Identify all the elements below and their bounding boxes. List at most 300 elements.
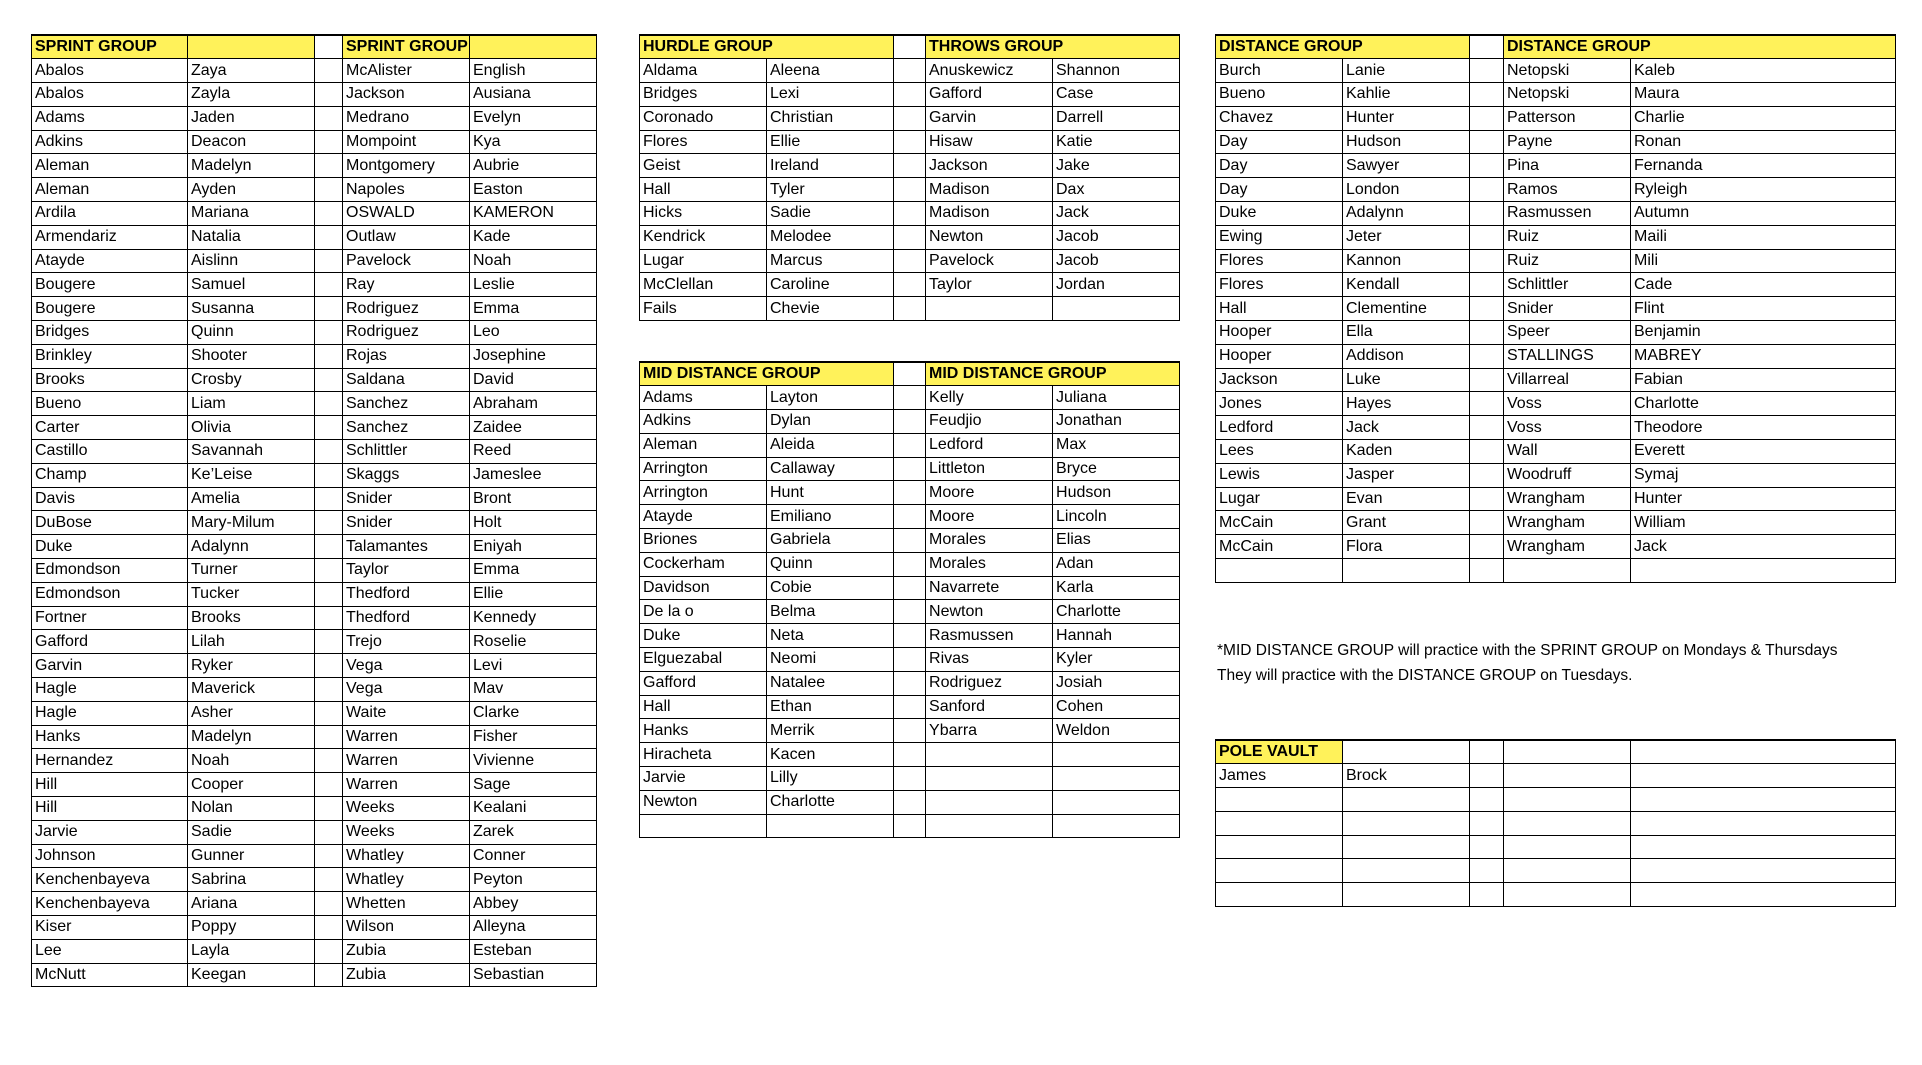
table-row [32,106,597,130]
last-name-cell: Ledford [1216,416,1343,440]
last-name-cell: Taylor [343,559,470,583]
table-row [32,915,597,939]
last-name-cell [926,743,1053,767]
table-row [32,654,597,678]
table-row [1216,273,1896,297]
last-name-cell: Woodruff [1504,463,1631,487]
last-name-cell: Payne [1504,130,1631,154]
first-name-cell: Noah [470,249,597,273]
last-name-cell: Sanchez [343,392,470,416]
last-name-cell: Navarrete [926,576,1053,600]
first-name-cell: Asher [188,701,315,725]
first-name-cell: English [470,59,597,83]
table-row [32,892,597,916]
table-row [640,790,1180,814]
first-name-cell: Lexi [767,83,894,107]
spacer-cell [894,790,926,814]
first-name-cell [1631,811,1896,835]
last-name-cell: Ardila [32,202,188,226]
first-name-cell: Marcus [767,249,894,273]
spacer-cell [315,249,343,273]
spacer-cell [894,410,926,434]
table-row [640,743,1180,767]
table-row [640,481,1180,505]
spacer-cell [894,552,926,576]
last-name-cell: Fails [640,297,767,321]
first-name-cell: Bront [470,487,597,511]
first-name-cell: Mariana [188,202,315,226]
first-name-cell: Sebastian [470,963,597,987]
spacer-cell [1470,416,1504,440]
table-row [32,297,597,321]
table-row [32,225,597,249]
spacer-cell [1470,130,1504,154]
spacer-cell [315,820,343,844]
spacer-cell [315,202,343,226]
spacer-cell [315,178,343,202]
table-row [640,83,1180,107]
note-line: They will practice with the DISTANCE GROUP on Tuesdays. [1217,667,1633,684]
last-name-cell: Feudjio [926,410,1053,434]
last-name-cell: Hanks [640,719,767,743]
first-name-cell: Aislinn [188,249,315,273]
first-name-cell [1053,814,1180,838]
first-name-cell: Kade [470,225,597,249]
last-name-cell: Hagle [32,701,188,725]
table-row [32,797,597,821]
last-name-cell: Anuskewicz [926,59,1053,83]
first-name-cell: Ellie [470,582,597,606]
spacer-cell [315,321,343,345]
first-name-cell: Neta [767,624,894,648]
first-name-cell: Josephine [470,344,597,368]
first-name-cell: Tucker [188,582,315,606]
last-name-cell: Madison [926,202,1053,226]
last-name-cell: Morales [926,552,1053,576]
last-name-cell: Jackson [343,83,470,107]
last-name-cell: Bueno [32,392,188,416]
first-name-cell: Liam [188,392,315,416]
first-name-cell [1343,835,1470,859]
first-name-cell: Grant [1343,511,1470,535]
last-name-cell: Sanchez [343,416,470,440]
first-name-cell: Adalynn [188,535,315,559]
spacer-cell [894,386,926,410]
last-name-cell: Ray [343,273,470,297]
spacer-cell [315,273,343,297]
spacer-cell [315,416,343,440]
first-name-cell: Aleena [767,59,894,83]
first-name-cell: Charlotte [1053,600,1180,624]
last-name-cell: Ybarra [926,719,1053,743]
table-row [640,202,1180,226]
last-name-cell: Kiser [32,915,188,939]
last-name-cell: Fortner [32,606,188,630]
last-name-cell: Weeks [343,820,470,844]
last-name-cell: Vega [343,678,470,702]
first-name-cell: Symaj [1631,463,1896,487]
last-name-cell: Hiracheta [640,743,767,767]
first-name-cell: Adan [1053,552,1180,576]
first-name-cell: Turner [188,559,315,583]
first-name-cell: Fisher [470,725,597,749]
last-name-cell: Edmondson [32,582,188,606]
first-name-cell: Sabrina [188,868,315,892]
last-name-cell: Lugar [640,249,767,273]
table-row [1216,83,1896,107]
last-name-cell [1504,811,1631,835]
last-name-cell: Hall [640,178,767,202]
table-row [1216,202,1896,226]
table-row [1216,859,1896,883]
table-row [32,820,597,844]
first-name-cell: Christian [767,106,894,130]
table-row [32,844,597,868]
spacer-cell [1470,273,1504,297]
last-name-cell [1504,883,1631,907]
first-name-cell: Hannah [1053,624,1180,648]
first-name-cell: Cade [1631,273,1896,297]
first-name-cell: Eniyah [470,535,597,559]
spacer-cell [315,511,343,535]
first-name-cell: Madelyn [188,725,315,749]
last-name-cell: Hill [32,773,188,797]
last-name-cell: Snider [1504,297,1631,321]
table-row [32,939,597,963]
first-name-cell: Maverick [188,678,315,702]
last-name-cell: Hicks [640,202,767,226]
table-row [640,814,1180,838]
first-name-cell: Mav [470,678,597,702]
spacer-cell [315,963,343,987]
spacer-cell [894,576,926,600]
last-name-cell: Kelly [926,386,1053,410]
last-name-cell: Lees [1216,440,1343,464]
last-name-cell: Gafford [32,630,188,654]
table-row [32,773,597,797]
first-name-cell: Jordan [1053,273,1180,297]
last-name-cell: Duke [32,535,188,559]
first-name-cell: KAMERON [470,202,597,226]
spacer-cell [315,487,343,511]
first-name-cell: Zarek [470,820,597,844]
spacer-cell [894,178,926,202]
first-name-cell: Natalia [188,225,315,249]
first-name-cell: Madelyn [188,154,315,178]
first-name-cell: Luke [1343,368,1470,392]
first-name-cell: Autumn [1631,202,1896,226]
first-name-cell: Evan [1343,487,1470,511]
table-row [32,202,597,226]
spacer-cell [1470,106,1504,130]
last-name-cell: Johnson [32,844,188,868]
first-name-cell: Ronan [1631,130,1896,154]
first-name-cell: Everett [1631,440,1896,464]
last-name-cell: Hooper [1216,321,1343,345]
table-row [32,535,597,559]
first-name-cell: Katie [1053,130,1180,154]
last-name-cell: Hall [1216,297,1343,321]
table-row [1216,535,1896,559]
first-name-cell: Kyler [1053,648,1180,672]
first-name-cell: Brock [1343,764,1470,788]
group-header: SPRINT GROUP [32,35,188,59]
last-name-cell [926,767,1053,791]
last-name-cell: Bougere [32,273,188,297]
first-name-cell: Abraham [470,392,597,416]
first-name-cell: Ariana [188,892,315,916]
last-name-cell: Wrangham [1504,487,1631,511]
last-name-cell: Saldana [343,368,470,392]
spacer-cell [315,749,343,773]
last-name-cell: Madison [926,178,1053,202]
last-name-cell: Duke [640,624,767,648]
last-name-cell: Rodriguez [926,671,1053,695]
first-name-cell: Maili [1631,225,1896,249]
first-name-cell: Kendall [1343,273,1470,297]
first-name-cell: Hudson [1053,481,1180,505]
first-name-cell: Cohen [1053,695,1180,719]
last-name-cell: Weeks [343,797,470,821]
last-name-cell: Elguezabal [640,648,767,672]
first-name-cell: Alleyna [470,915,597,939]
first-name-cell: Shooter [188,344,315,368]
spacer-cell [1470,83,1504,107]
table-row [32,130,597,154]
table-row [32,725,597,749]
first-name-cell [767,814,894,838]
table-row [640,410,1180,434]
last-name-cell: Hanks [32,725,188,749]
spacer-cell [315,582,343,606]
first-name-cell [1053,743,1180,767]
last-name-cell: Whetten [343,892,470,916]
last-name-cell: Bueno [1216,83,1343,107]
spacer-cell [894,600,926,624]
last-name-cell: McCain [1216,535,1343,559]
table-row [32,582,597,606]
last-name-cell: Zubia [343,939,470,963]
last-name-cell: Davidson [640,576,767,600]
practice-note [1217,638,1837,688]
first-name-cell: Samuel [188,273,315,297]
spacer-cell [1470,35,1504,59]
group-header: DISTANCE GROUP [1216,35,1470,59]
spacer-cell [894,457,926,481]
note-line: *MID DISTANCE GROUP will practice with the SPRINT GROUP on Mondays & Thursdays [1217,642,1838,659]
throws-group-header: THROWS GROUP [926,35,1180,59]
last-name-cell: Adkins [640,410,767,434]
table-row [640,505,1180,529]
first-name-cell: Flora [1343,535,1470,559]
last-name-cell: Jackson [1216,368,1343,392]
last-name-cell: Day [1216,178,1343,202]
first-name-cell: Benjamin [1631,321,1896,345]
last-name-cell: Flores [1216,249,1343,273]
first-name-cell: Ke’Leise [188,463,315,487]
spacer-cell [315,868,343,892]
last-name-cell: Thedford [343,606,470,630]
spacer-cell [315,701,343,725]
last-name-cell: OSWALD [343,202,470,226]
first-name-cell [1343,559,1470,583]
spacer-cell [894,273,926,297]
pole-vault-header: POLE VAULT [1216,740,1343,764]
table-row [32,59,597,83]
spacer-cell [315,892,343,916]
first-name-cell: Aubrie [470,154,597,178]
table-row [640,178,1180,202]
table-row [1216,559,1896,583]
spacer-cell [315,83,343,107]
last-name-cell: Lugar [1216,487,1343,511]
last-name-cell: Kenchenbayeva [32,868,188,892]
table-row [640,106,1180,130]
first-name-cell: Kya [470,130,597,154]
spacer-cell [315,725,343,749]
last-name-cell: Whatley [343,844,470,868]
last-name-cell: Villarreal [1504,368,1631,392]
spacer-cell [315,35,343,59]
first-name-cell: Kaleb [1631,59,1896,83]
first-name-cell: Zayla [188,83,315,107]
spacer-cell [315,59,343,83]
last-name-cell: Ewing [1216,225,1343,249]
spacer-cell [894,529,926,553]
first-name-cell [1631,835,1896,859]
spacer-cell [894,814,926,838]
table-header-row [640,362,1180,386]
last-name-cell: Newton [640,790,767,814]
spacer-cell [894,671,926,695]
first-name-cell: Max [1053,433,1180,457]
table-row [32,511,597,535]
hurdle-group-header: HURDLE GROUP [640,35,894,59]
last-name-cell: Hisaw [926,130,1053,154]
spacer-cell [315,797,343,821]
spacer-cell [315,535,343,559]
spacer-cell [1470,859,1504,883]
first-name-cell: Savannah [188,440,315,464]
table-row [1216,463,1896,487]
first-name-cell: Gabriela [767,529,894,553]
first-name-cell: Josiah [1053,671,1180,695]
spacer-cell [315,154,343,178]
first-name-cell: Mary-Milum [188,511,315,535]
last-name-cell: STALLINGS [1504,344,1631,368]
table-row [640,600,1180,624]
last-name-cell: Arrington [640,481,767,505]
first-name-cell: Jack [1053,202,1180,226]
last-name-cell: Wilson [343,915,470,939]
first-name-cell: Theodore [1631,416,1896,440]
first-name-cell: Peyton [470,868,597,892]
first-name-cell: Addison [1343,344,1470,368]
mid-distance-table [639,361,1180,838]
first-name-cell: Easton [470,178,597,202]
first-name-cell: Cobie [767,576,894,600]
last-name-cell [1216,859,1343,883]
last-name-cell: Gafford [926,83,1053,107]
last-name-cell: Hagle [32,678,188,702]
table-row [640,225,1180,249]
last-name-cell: Snider [343,487,470,511]
table-header-row [1216,35,1896,59]
distance-group-table [1215,34,1896,583]
last-name-cell: Abalos [32,59,188,83]
table-row [1216,249,1896,273]
spacer-cell [315,939,343,963]
spacer-cell [1470,154,1504,178]
table-row [1216,511,1896,535]
first-name-cell [1053,767,1180,791]
first-name-cell: Tyler [767,178,894,202]
last-name-cell: Chavez [1216,106,1343,130]
first-name-cell: Belma [767,600,894,624]
spacer-cell [894,767,926,791]
first-name-cell: Evelyn [470,106,597,130]
table-row [32,368,597,392]
spacer-cell [315,130,343,154]
last-name-cell: Wall [1504,440,1631,464]
last-name-cell: Hooper [1216,344,1343,368]
last-name-cell: Napoles [343,178,470,202]
first-name-cell: Cooper [188,773,315,797]
first-name-cell: Susanna [188,297,315,321]
first-name-cell: Emma [470,559,597,583]
table-row [640,59,1180,83]
table-row [32,749,597,773]
last-name-cell [1504,559,1631,583]
table-header-row [1216,740,1896,764]
first-name-cell: Layton [767,386,894,410]
first-name-cell: Noah [188,749,315,773]
spacer-cell [1470,297,1504,321]
table-row [640,695,1180,719]
last-name-cell: Jarvie [32,820,188,844]
first-name-cell: Elias [1053,529,1180,553]
last-name-cell: Briones [640,529,767,553]
first-name-cell: Dax [1053,178,1180,202]
first-name-cell: Emiliano [767,505,894,529]
spacer-cell [894,202,926,226]
last-name-cell: Littleton [926,457,1053,481]
first-name-cell: Sage [470,773,597,797]
last-name-cell: Abalos [32,83,188,107]
first-name-cell: Lincoln [1053,505,1180,529]
table-row [1216,225,1896,249]
last-name-cell: Rojas [343,344,470,368]
spacer-cell [1470,249,1504,273]
last-name-cell: Bridges [640,83,767,107]
table-row [640,671,1180,695]
first-name-cell: Hunter [1631,487,1896,511]
first-name-cell [1631,883,1896,907]
spacer-cell [894,481,926,505]
first-name-cell: Mili [1631,249,1896,273]
table-row [32,392,597,416]
first-name-cell [1343,883,1470,907]
table-row [1216,416,1896,440]
last-name-cell: Day [1216,130,1343,154]
first-name-cell: Fernanda [1631,154,1896,178]
spacer-cell [315,440,343,464]
spacer-cell [1470,463,1504,487]
header-blank-cell [1504,740,1631,764]
spacer-cell [894,35,926,59]
first-name-cell: Flint [1631,297,1896,321]
first-name-cell: Jack [1343,416,1470,440]
